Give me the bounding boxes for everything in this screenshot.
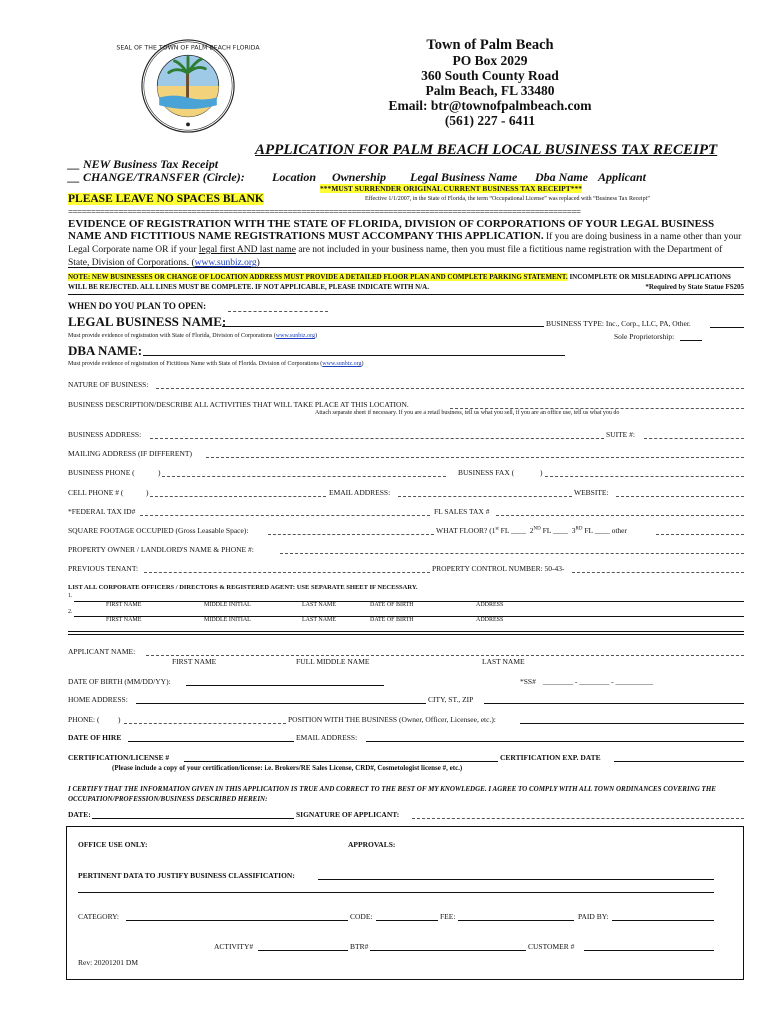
dba-evidence-note: Must provide evidence of registration of Fictitious Name with State of Florida. Division of Corporations (www.sunbiz.org) (68, 361, 364, 367)
col-address: ADDRESS (476, 602, 504, 608)
evidence-paragraph (68, 218, 744, 269)
certification-field[interactable] (184, 761, 498, 762)
note-block (68, 272, 744, 292)
business-address-field[interactable] (150, 438, 604, 439)
sunbiz-link[interactable]: www.sunbiz.org (322, 361, 362, 367)
city-state-zip: Palm Beach, FL 33480 (425, 83, 555, 98)
col-date-of-birth: DATE OF BIRTH (370, 617, 414, 623)
website-label: WEBSITE: (574, 488, 609, 497)
dba-name-option[interactable]: Dba Name (535, 170, 588, 184)
pertinent-data-label: PERTINENT DATA TO JUSTIFY BUSINESS CLASSIFICATION: (78, 871, 295, 880)
cell-phone-field[interactable] (150, 496, 326, 497)
nature-of-business-label: NATURE OF BUSINESS: (68, 380, 149, 389)
activity-field[interactable] (258, 950, 348, 951)
phone-field[interactable] (124, 723, 286, 724)
pertinent-data-field[interactable] (318, 879, 714, 880)
dob-label: DATE OF BIRTH (MM/DD/YY): (68, 677, 171, 686)
certification-label: CERTIFICATION/LICENSE # (68, 753, 170, 762)
property-control-label: PROPERTY CONTROL NUMBER: 50-43- (432, 564, 565, 573)
ssn-field[interactable]: ________ - ________ - __________ (543, 677, 653, 686)
col-address: ADDRESS (476, 617, 504, 623)
location-option[interactable]: Location (272, 170, 316, 184)
square-footage-label: SQUARE FOOTAGE OCCUPIED (Gross Leasable Space): (68, 526, 249, 535)
applicant-email-label: EMAIL ADDRESS: (296, 733, 358, 742)
business-fax-label: BUSINESS FAX ( (458, 468, 515, 477)
btr-label: BTR# (350, 942, 369, 951)
ownership-option[interactable]: Ownership (332, 170, 387, 184)
fl-sales-tax-label: FL SALES TAX # (434, 507, 490, 516)
date-label: DATE: (68, 810, 91, 819)
signature-field[interactable] (412, 818, 744, 819)
square-footage-field[interactable] (268, 534, 434, 535)
change-transfer-option[interactable]: __ CHANGE/TRANSFER (Circle): (68, 170, 245, 184)
city-st-zip-field[interactable] (484, 703, 744, 704)
activity-label: ACTIVITY# (214, 942, 254, 951)
cell-phone-label: CELL PHONE # ( (68, 488, 124, 497)
col-date-of-birth: DATE OF BIRTH (370, 602, 414, 608)
applicant-name-label: APPLICANT NAME: (68, 647, 136, 656)
phone-label: PHONE: ( (68, 715, 100, 724)
sunbiz-link[interactable]: www.sunbiz.org (194, 258, 257, 268)
sole-proprietorship-label: Sole Proprietorship: (614, 332, 675, 341)
applicant-name-field[interactable] (146, 655, 744, 656)
fee-field[interactable] (458, 920, 574, 921)
customer-field[interactable] (584, 950, 714, 951)
office-use-label: OFFICE USE ONLY: (78, 840, 148, 849)
position-field[interactable] (520, 723, 744, 724)
business-type-label: BUSINESS TYPE: Inc., Corp., LLC, PA, Other. (546, 319, 691, 328)
date-of-hire-label: DATE OF HIRE (68, 733, 122, 742)
fee-label: FEE: (440, 912, 456, 921)
category-label: CATEGORY: (78, 912, 119, 921)
legal-business-name-field[interactable] (222, 326, 544, 327)
legal-business-name-label: LEGAL BUSINESS NAME: (68, 314, 227, 329)
col-last-name: LAST NAME (302, 617, 337, 623)
contact-email: Email: btr@townofpalmbeach.com (388, 98, 592, 113)
approvals-label: APPROVALS: (348, 840, 396, 849)
federal-tax-id-label: *FEDERAL TAX ID# (68, 507, 136, 516)
customer-label: CUSTOMER # (528, 942, 575, 951)
date-field[interactable] (92, 818, 294, 819)
new-receipt-option[interactable]: __ NEW Business Tax Receipt (68, 157, 219, 171)
previous-tenant-field[interactable] (144, 572, 430, 573)
previous-tenant-label: PREVIOUS TENANT: (68, 564, 139, 573)
note-rest: INCOMPLETE OR MISLEADING APPLICATIONS WILL BE REJECTED. ALL LINES MUST BE COMPLETE. IF NOT APPLICABLE, PLEASE INDICATE WITH N/A. (68, 273, 731, 291)
dob-field[interactable] (186, 685, 384, 686)
business-description-label: BUSINESS DESCRIPTION/DESCRIBE ALL ACTIVITIES THAT WILL TAKE PLACE AT THIS LOCATION. (68, 400, 409, 409)
officer-row-1-number: 1. (68, 593, 73, 599)
category-field[interactable] (126, 920, 348, 921)
applicant-option[interactable]: Applicant (598, 170, 647, 184)
ssn-label: *SS# (520, 677, 536, 686)
business-address-label: BUSINESS ADDRESS: (68, 430, 142, 439)
sunbiz-link[interactable]: www.sunbiz.org (275, 333, 315, 339)
town-name: Town of Palm Beach (426, 37, 554, 53)
officers-heading: LIST ALL CORPORATE OFFICERS / DIRECTORS & REGISTERED AGENT: USE SEPARATE SHEET IF NECESSARY. (68, 584, 418, 591)
divider (68, 631, 744, 632)
effective-note: Effective 1/1/2007, in the State of Florida, the term “Occupational License” was replaced with “Business Tax Receipt” (365, 196, 650, 202)
evidence-text: If you are doing business in a name other than your Legal Corporate name OR if your (68, 232, 742, 255)
website-field[interactable] (616, 496, 744, 497)
business-fax-field[interactable] (545, 476, 744, 477)
separator: ================================================================================================================ (68, 207, 581, 217)
what-floor-label: WHAT FLOOR? (1st FL ____ 2ND FL ____ 3RD FL ____ other (436, 526, 627, 535)
note-highlight: NOTE: NEW BUSINESSES OR CHANGE OF LOCATION ADDRESS MUST PROVIDE A DETAILED FLOOR PLAN AND COMPLETE PARKING STATEMENT. (68, 273, 568, 281)
code-label: CODE: (350, 912, 373, 921)
col-middle-initial: MIDDLE INITIAL (204, 602, 251, 608)
seal-text: SEAL OF THE TOWN OF PALM BEACH FLORIDA (116, 44, 260, 52)
btr-field[interactable] (370, 950, 526, 951)
position-label: POSITION WITH THE BUSINESS (Owner, Officer, Licensee, etc.): (288, 715, 496, 724)
evidence-text-3: ) (256, 258, 260, 268)
federal-tax-id-field[interactable] (140, 515, 430, 516)
contact-phone: (561) 227 - 6411 (444, 113, 536, 128)
when-open-label: WHEN DO YOU PLAN TO OPEN: (68, 301, 207, 311)
paid-by-field[interactable] (612, 920, 714, 921)
property-control-field[interactable] (572, 572, 744, 573)
other-floor-field[interactable] (656, 534, 744, 535)
officer-row-2-number: 2. (68, 609, 73, 615)
email-label: EMAIL ADDRESS: (329, 488, 391, 497)
business-type-field[interactable] (710, 327, 744, 328)
evidence-underlined: legal first AND last name (198, 245, 296, 255)
pertinent-data-field-2[interactable] (78, 892, 714, 893)
cert-note: (Please include a copy of your certification/license: i.e. Brokers/RE Sales License, CRD#, Cosmetologist license #, etc.) (112, 764, 463, 772)
suite-field[interactable] (644, 438, 744, 439)
application-title: APPLICATION FOR PALM BEACH LOCAL BUSINESS TAX RECEIPT (255, 142, 718, 158)
code-field[interactable] (376, 920, 438, 921)
divider (68, 267, 744, 268)
surrender-notice: ***MUST SURRENDER ORIGINAL CURRENT BUSINESS TAX RECEIPT*** (320, 184, 583, 193)
property-owner-label: PROPERTY OWNER / LANDLORD'S NAME & PHONE #: (68, 545, 254, 554)
fl-sales-tax-field[interactable] (496, 515, 744, 516)
cert-exp-label: CERTIFICATION EXP. DATE (500, 753, 601, 762)
when-open-field[interactable] (228, 311, 328, 312)
city-st-zip-label: CITY, ST., ZIP (428, 695, 474, 704)
applicant-first-name-caption: FIRST NAME (172, 657, 217, 666)
evidence-text-2: are not included in your business name, then you must file a fictitious name registration with the Department of State, Division of Corporations. ( (68, 245, 723, 268)
dba-name-label: DBA NAME: (68, 343, 143, 358)
suite-label: SUITE #: (606, 430, 635, 439)
town-header (320, 38, 660, 128)
col-first-name: FIRST NAME (106, 617, 142, 623)
office-use-box (66, 826, 744, 980)
mailing-address-field[interactable] (206, 457, 744, 458)
sole-proprietorship-field[interactable] (680, 340, 702, 341)
paid-by-label: PAID BY: (578, 912, 609, 921)
col-last-name: LAST NAME (302, 602, 337, 608)
col-middle-initial: MIDDLE INITIAL (204, 617, 251, 623)
attach-sheet-note: Attach separate sheet if necessary. If you are a retail business, tell us what you sell, if you are an office use, tell us what you do (315, 410, 620, 416)
col-first-name: FIRST NAME (106, 602, 142, 608)
applicant-last-name-caption: LAST NAME (482, 657, 525, 666)
dba-name-field[interactable] (143, 355, 565, 356)
required-note: *Required by State Statue FS205 (645, 283, 744, 291)
legal-name-option[interactable]: Legal Business Name (410, 170, 518, 184)
po-box: PO Box 2029 (452, 53, 528, 68)
business-phone-label: BUSINESS PHONE ( (68, 468, 135, 477)
home-address-field[interactable] (136, 703, 426, 704)
signature-label: SIGNATURE OF APPLICANT: (296, 810, 400, 819)
legal-evidence-note: Must provide evidence of registration with State of Florida, Division of Corporations (www.sunbiz.org) (68, 333, 317, 339)
divider (68, 294, 744, 295)
divider (68, 634, 744, 635)
applicant-email-field[interactable] (366, 741, 744, 742)
town-seal-logo (116, 38, 260, 134)
business-phone-field[interactable] (162, 476, 446, 477)
applicant-middle-name-caption: FULL MIDDLE NAME (296, 657, 370, 666)
email-field[interactable] (398, 496, 572, 497)
home-address-label: HOME ADDRESS: (68, 695, 128, 704)
revision-label: Rev: 20201201 DM (78, 958, 138, 967)
property-owner-field[interactable] (280, 553, 744, 554)
mailing-address-label: MAILING ADDRESS (IF DIFFERENT) (68, 449, 192, 458)
evidence-bold: EVIDENCE OF REGISTRATION WITH THE STATE OF FLORIDA, DIVISION OF CORPORATIONS OF YOUR LEGAL BUSINESS NAME AND FICTITIOUS NAME REGISTRATIONS MUST ACCOMPANY THIS APPLICATION. (68, 218, 715, 242)
business-description-field[interactable] (450, 408, 744, 409)
date-of-hire-field[interactable] (128, 741, 294, 742)
nature-of-business-field[interactable] (156, 388, 744, 389)
street-address: 360 South County Road (421, 68, 559, 83)
cert-exp-field[interactable] (614, 761, 744, 762)
certify-statement: I CERTIFY THAT THE INFORMATION GIVEN IN THIS APPLICATION IS TRUE AND CORRECT TO THE BEST OF MY KNOWLEDGE. I AGREE TO COMPLY WITH ALL TOWN ORDINANCES COVERING THE OCCUPATION/PROFESSION/BUSINESS DESCRIBED HEREIN: (68, 785, 716, 803)
no-spaces-notice: PLEASE LEAVE NO SPACES BLANK (68, 193, 264, 205)
